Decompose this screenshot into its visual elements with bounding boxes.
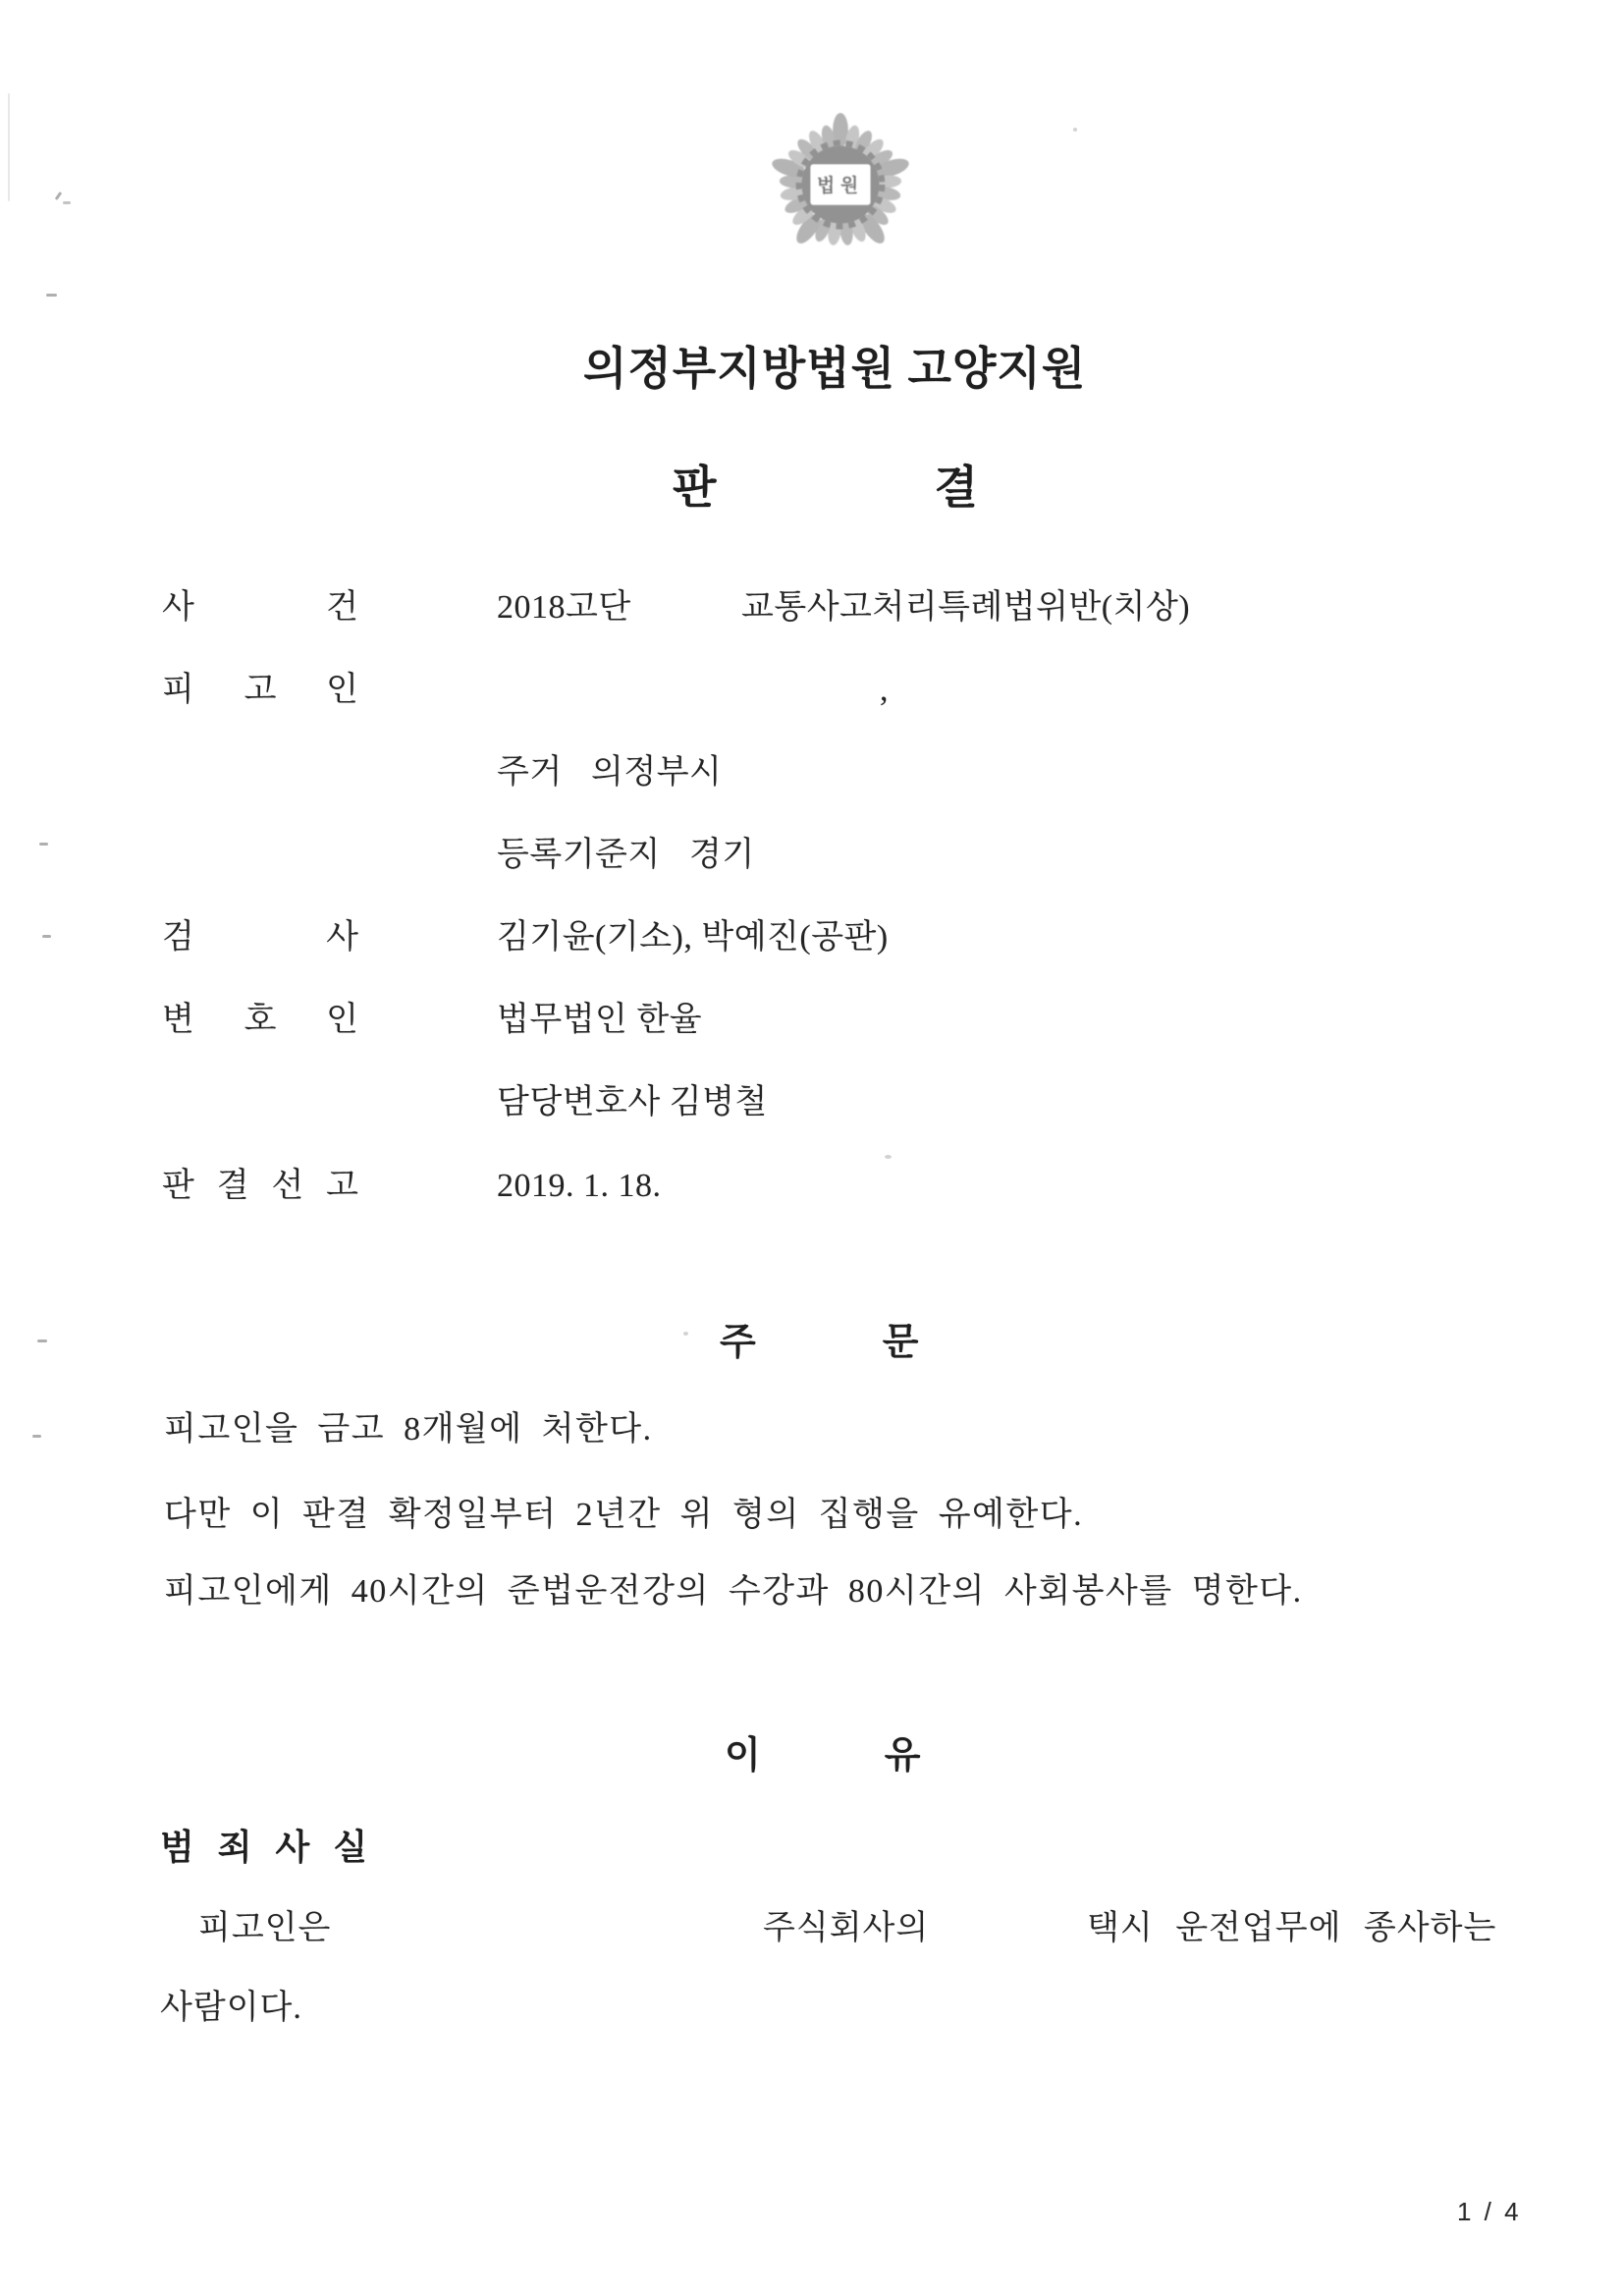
- residence-value: 의정부시: [591, 754, 723, 791]
- disposition-heading-char1: 주: [720, 1322, 756, 1363]
- document-title-char1: 판: [673, 463, 717, 513]
- facts-part2: 주식회사의: [763, 1910, 930, 1946]
- scan-artifact: [683, 1332, 688, 1336]
- criminal-facts-title: 범 죄 사 실: [160, 1828, 369, 1867]
- scan-artifact: [885, 1155, 892, 1159]
- prosecutor-label: 검 사: [162, 919, 358, 956]
- scan-artifact: [42, 935, 51, 938]
- registry-label: 등록기준지: [497, 837, 661, 873]
- disposition-line: 다만 이 판결 확정일부터 2년간 위 형의 집행을 유예한다.: [164, 1497, 1084, 1533]
- scan-artifact: [55, 191, 63, 200]
- document-title: [673, 463, 978, 515]
- page-number: 1 / 4: [1457, 2197, 1522, 2226]
- registry-value: 경기: [689, 837, 755, 873]
- facts-line2: 사람이다.: [160, 1990, 302, 2026]
- reasons-heading-char1: 이: [725, 1735, 761, 1777]
- defendant-label: 피 고 인: [162, 672, 358, 708]
- case-label: 사 건: [162, 589, 358, 626]
- residence-label: 주거: [497, 754, 563, 791]
- case-number: 2018고단: [497, 589, 631, 626]
- court-name: 의정부지방법원 고양지원: [583, 344, 1087, 394]
- scan-artifact: [63, 201, 71, 204]
- sentencing-date: 2019. 1. 18.: [497, 1168, 662, 1204]
- court-seal-graphic: [763, 108, 918, 263]
- reasons-heading: [725, 1735, 920, 1778]
- prosecutor-value: 김기윤(기소), 박예진(공판): [497, 919, 889, 956]
- scan-artifact: [32, 1435, 41, 1438]
- counsel-label: 변 호 인: [162, 1002, 358, 1038]
- scan-artifact: [39, 843, 48, 846]
- scan-artifact: [46, 294, 57, 297]
- disposition-heading: [720, 1322, 918, 1365]
- facts-part1: 피고인은: [198, 1910, 332, 1946]
- document-title-char2: 결: [934, 463, 978, 513]
- sentencing-label: 판 결 선 고: [162, 1168, 358, 1204]
- counsel-attorney: 담당변호사 김병철: [497, 1084, 768, 1121]
- disposition-line: 피고인을 금고 8개월에 처한다.: [164, 1411, 653, 1448]
- defendant-value: ,: [880, 672, 889, 708]
- scan-artifact: [37, 1339, 47, 1342]
- facts-part3: 택시 운전업무에 종사하는: [1087, 1910, 1497, 1946]
- scan-artifact: [1073, 128, 1077, 132]
- disposition-line: 피고인에게 40시간의 준법운전강의 수강과 80시간의 사회봉사를 명한다.: [164, 1573, 1303, 1610]
- reasons-heading-char2: 유: [884, 1735, 921, 1777]
- court-seal: [763, 108, 918, 263]
- seal-text: 법원: [816, 175, 865, 196]
- case-charge: 교통사고처리특례법위반(치상): [741, 589, 1191, 626]
- disposition-heading-char2: 문: [882, 1322, 919, 1363]
- scan-artifact: [8, 93, 10, 201]
- counsel-value: 법무법인 한율: [497, 1002, 703, 1038]
